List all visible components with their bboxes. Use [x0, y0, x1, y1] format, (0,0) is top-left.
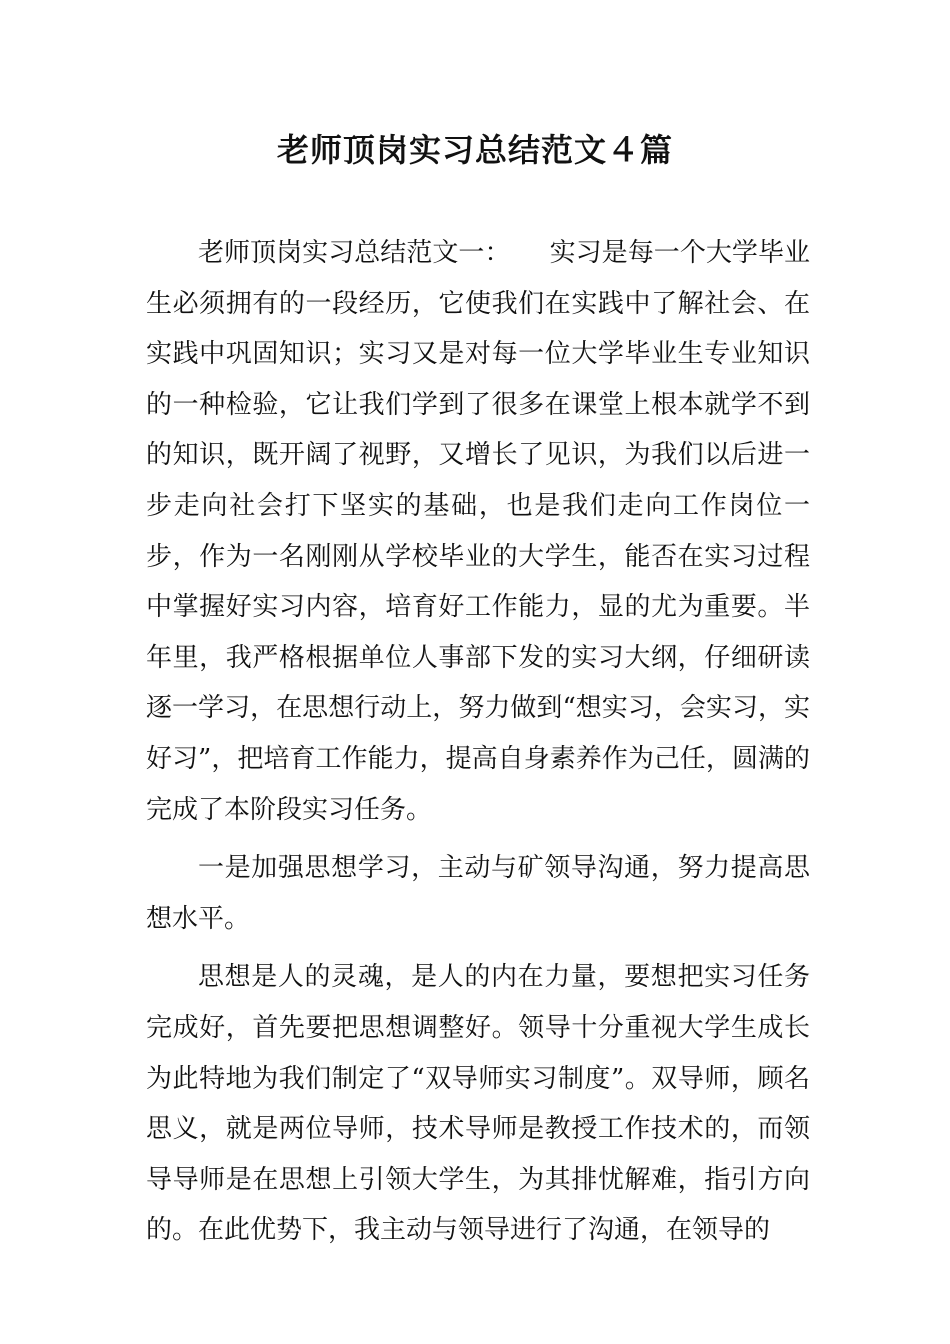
paragraph-3: 思想是人的灵魂，是人的内在力量，要想把实习任务完成好，首先要把思想调整好。领导十分重视大学生成长为此特地为我们制定了“双导师实习制度”。双导师，顾名思义，就是两位导师，技术导师是教授工作技术的，而领导导师是在思想上引领大学生，为其排忧解难，指引方向的。在此优势下，我主动与领导进行了沟通，在领导的	[146, 962, 810, 1246]
paragraph-2: 一是加强思想学习，主动与矿领导沟通，努力提高思想水平。	[146, 853, 810, 934]
paragraph-1: 老师顶岗实习总结范文一： 实习是每一个大学毕业生必须拥有的一段经历，它使我们在实践中了解社会、在实践中巩固知识；实习又是对每一位大学毕业生专业知识的一种检验，它让我们学到了很多在课堂上根本就学不到的知识，既开阔了视野，又增长了见识，为我们以后进一步走向社会打下坚实的基础，也是我们走向工作岗位一步，作为一名刚刚从学校毕业的大学生，能否在实习过程中掌握好实习内容，培育好工作能力，显的尤为重要。半年里，我严格根据单位人事部下发的实习大纲，仔细研读逐一学习，在思想行动上，努力做到“想实习，会实习，实好习”，把培育工作能力，提高自身素养作为己任，圆满的完成了本阶段实习任务。	[146, 238, 810, 825]
document-body	[146, 228, 810, 1256]
document-title: 老师顶岗实习总结范文４篇	[276, 131, 673, 169]
